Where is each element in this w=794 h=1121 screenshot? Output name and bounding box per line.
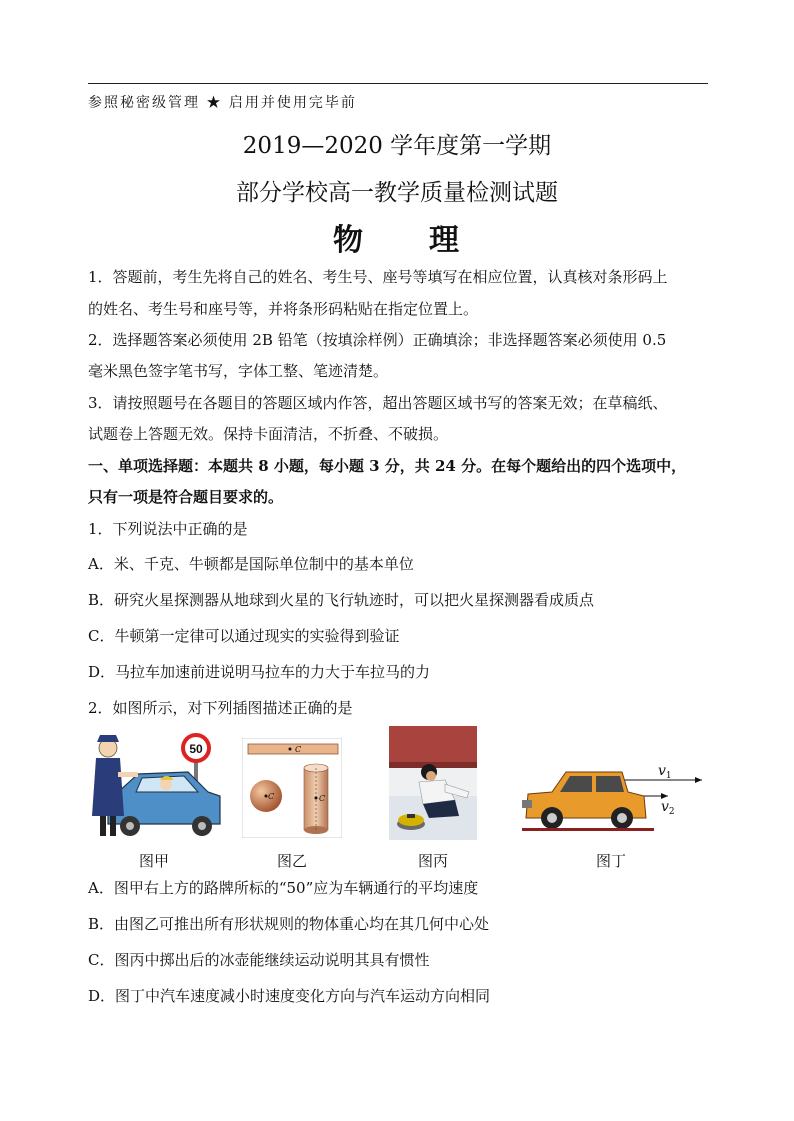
question-2-option-b: B．由图乙可推出所有形状规则的物体重心均在其几何中心处	[88, 915, 490, 933]
figure-ding-illustration	[518, 756, 708, 836]
v1-label: $v_1$	[658, 763, 672, 781]
question-1-stem: 1．下列说法中正确的是	[88, 520, 248, 538]
instruction-line: 毫米黑色签字笔书写，字体工整、笔迹清楚。	[88, 362, 389, 380]
figure-ding-caption: 图丁	[595, 852, 626, 870]
instruction-line: 2．选择题答案必须使用 2B 铅笔（按填涂样例）正确填涂；非选择题答案必须使用 0.5	[88, 331, 667, 349]
section-heading: 只有一项是符合题目要求的。	[88, 488, 284, 506]
sign-50-text: 50	[189, 742, 203, 756]
sphere-center-label: C	[268, 792, 275, 801]
question-1-option-a: A．米、千克、牛顿都是国际单位制中的基本单位	[88, 555, 414, 573]
question-1-option-b: B．研究火星探测器从地球到火星的飞行轨迹时，可以把火星探测器看成质点	[88, 591, 595, 609]
question-1-option-c: C．牛顿第一定律可以通过现实的实验得到验证	[88, 627, 400, 645]
question-2-option-c: C．图丙中掷出后的冰壶能继续运动说明其具有惯性	[88, 951, 430, 969]
header-rule	[88, 83, 708, 84]
figure-jia-caption: 图甲	[138, 852, 169, 870]
question-2-option-d: D．图丁中汽车速度减小时速度变化方向与汽车运动方向相同	[88, 987, 491, 1005]
bar-center-label: C	[295, 745, 302, 754]
v2-label: $v_2$	[661, 799, 675, 817]
exam-title-name: 部分学校高一教学质量检测试题	[236, 180, 558, 206]
question-2-option-a: A．图甲右上方的路牌所标的“50”应为车辆通行的平均速度	[88, 879, 479, 897]
subject-title: 物 理	[333, 223, 461, 258]
question-2-stem: 2．如图所示，对下列插图描述正确的是	[88, 699, 353, 717]
question-1-option-d: D．马拉车加速前进说明马拉车的力大于车拉马的力	[88, 663, 431, 681]
instruction-line: 试题卷上答题无效。保持卡面清洁，不折叠、不破损。	[88, 425, 449, 443]
figure-bing-caption: 图丙	[417, 852, 448, 870]
instruction-line: 的姓名、考生号和座号等，并将条形码粘贴在指定位置上。	[88, 300, 479, 318]
instruction-line: 1．答题前，考生先将自己的姓名、考生号、座号等填写在相应位置，认真核对条形码上	[88, 268, 668, 286]
figure-yi-caption: 图乙	[276, 852, 307, 870]
secret-mark: 参照秘密级管理 ★ 启用并使用完毕前	[88, 95, 357, 111]
figure-yi-illustration	[242, 738, 342, 838]
instruction-line: 3．请按照题号在各题目的答题区域内作答，超出答题区域书写的答案无效；在草稿纸、	[88, 394, 668, 412]
exam-title-year: 2019—2020 学年度第一学期	[242, 133, 552, 159]
section-heading: 一、单项选择题：本题共 8 小题，每小题 3 分，共 24 分。在每个题给出的四个选项中，	[88, 457, 687, 475]
cylinder-center-label: C	[319, 794, 326, 803]
figure-jia-illustration	[86, 726, 224, 842]
figure-bing-illustration	[389, 726, 477, 840]
